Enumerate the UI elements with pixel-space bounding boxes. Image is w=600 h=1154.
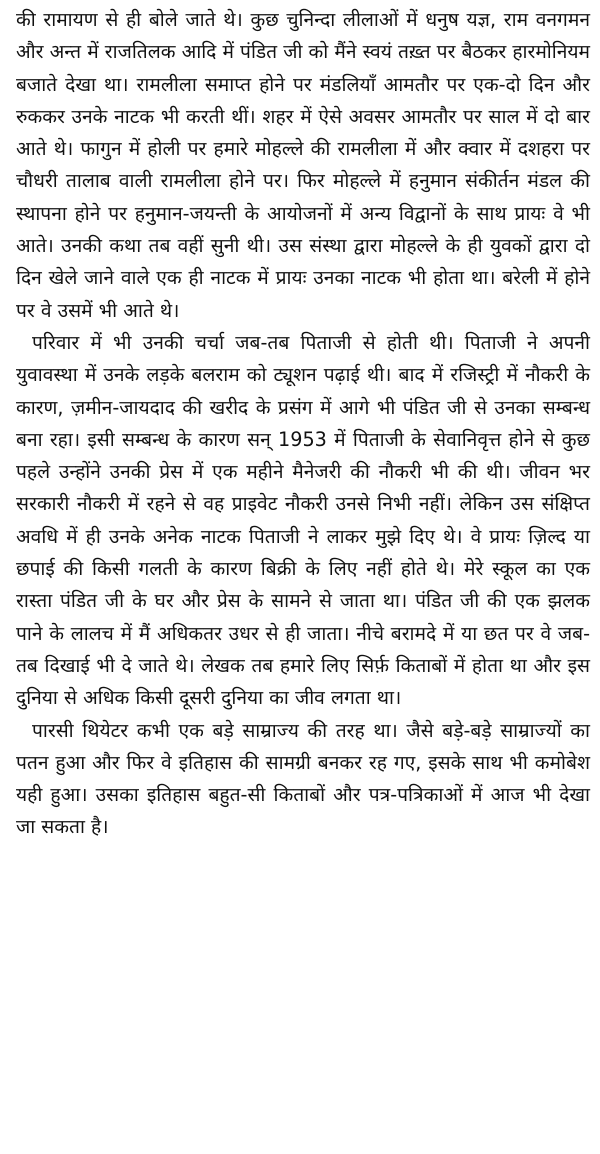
- paragraph-parsi-theatre: पारसी थियेटर कभी एक बड़े साम्राज्य की तरह था। जैसे बड़े-बड़े साम्राज्यों का पतन हुआ और फिर वे इतिहास की सामग्री बनकर रह गए, इसके साथ भी कमोबेश यही हुआ। उसका इतिहास बहुत-सी किताबों और पत्र-पत्रिकाओं में आज भी देखा जा सकता है।: [16, 718, 590, 839]
- paragraph-family: परिवार में भी उनकी चर्चा जब-तब पिताजी से होती थी। पिताजी ने अपनी युवावस्था में उनके लड़के बलराम को ट्यूशन पढ़ाई थी। बाद में रजिस्ट्री में नौकरी के कारण, ज़मीन-जायदाद की खरीद के प्रसंग में आगे भी पंडित जी से उनका सम्बन्ध बना रहा। इसी सम्बन्ध के कारण सन् 1953 में पिताजी के सेवानिवृत्त होने से कुछ पहले उन्होंने उनकी प्रेस में एक महीने मैनेजरी की नौकरी भी की थी। जीवन भर सरकारी नौकरी में रहने से वह प्राइवेट नौकरी उनसे निभी नहीं। लेकिन उस संक्षिप्त अवधि में ही उनके अनेक नाटक पिताजी ने लाकर मुझे दिए थे। वे प्रायः ज़िल्द या छपाई की किसी गलती के कारण बिक्री के लिए नहीं होते थे। मेरे स्कूल का एक रास्ता पंडित जी के घर और प्रेस के सामने से जाता था। पंडित जी की एक झलक पाने के लालच में मैं अधिकतर उधर से ही जाता। नीचे बरामदे में या छत पर वे जब-तब दिखाई भी दे जाते थे। लेखक तब हमारे लिए सिर्फ़ किताबों में होता था और इस दुनिया से अधिक किसी दूसरी दुनिया का जीव लगता था।: [16, 330, 590, 710]
- paragraph-ramlila: की रामायण से ही बोले जाते थे। कुछ चुनिन्दा लीलाओं में धनुष यज्ञ, राम वनगमन और अन्त में राजतिलक आदि में पंडित जी को मैंने स्वयं तख़्त पर बैठकर हारमोनियम बजाते देखा था। रामलीला समाप्त होने पर मंडलियाँ आमतौर पर एक-दो दिन और रुककर उनके नाटक भी करती थीं। शहर में ऐसे अवसर आमतौर पर साल में दो बार आते थे। फागुन में होली पर हमारे मोहल्ले की रामलीला में और क्वार में दशहरा पर चौधरी तालाब वाली रामलीला होने पर। फिर मोहल्ले में हनुमान संकीर्तन मंडल की स्थापना होने पर हनुमान-जयन्ती के आयोजनों में अन्य विद्वानों के साथ प्रायः वे भी आते। उनकी कथा तब वहीं सुनी थी। उस संस्था द्वारा मोहल्ले के ही युवकों द्वारा दो दिन खेले जाने वाले एक ही नाटक में प्रायः उनका नाटक भी होता था। बरेली में होने पर वे उसमें भी आते थे।: [16, 8, 590, 322]
